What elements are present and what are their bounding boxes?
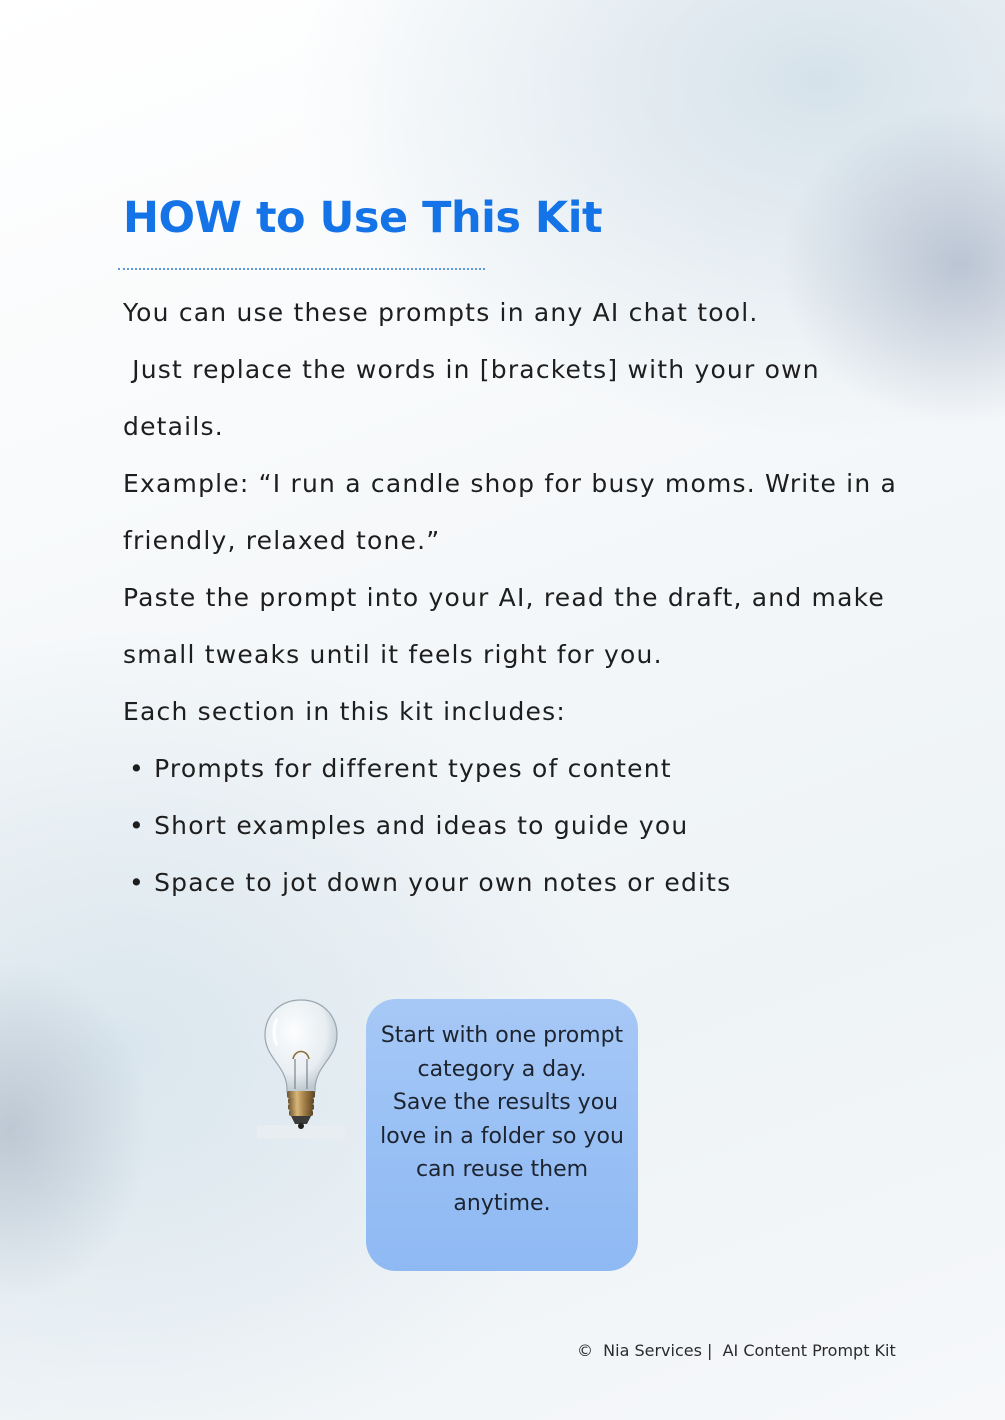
paragraph-paste-prompt: Paste the prompt into your AI, read the draft, and make small tweaks until it feels right for you.	[123, 583, 885, 669]
tip-callout	[366, 999, 638, 1271]
light-bulb-icon	[257, 997, 345, 1139]
paragraph-ai-tools: You can use these prompts in any AI chat tool.	[123, 298, 759, 327]
tip-text-first: Start with one prompt category a day.	[380, 1023, 624, 1082]
paragraph-example: Example: “I run a candle shop for busy moms. Write in a friendly, relaxed tone.”	[123, 469, 898, 555]
page-title: HOW to Use This Kit	[123, 193, 603, 243]
list-item: • Space to jot down your own notes or edits	[129, 868, 732, 897]
paragraph-brackets: Just replace the words in [brackets] with your own details.	[123, 355, 829, 441]
page-footer: © Nia Services | AI Content Prompt Kit	[577, 1341, 896, 1360]
instructions-body	[123, 284, 933, 911]
tip-text-second: Save the results you love in a folder so you can reuse them anytime.	[380, 1090, 631, 1216]
list-item: • Short examples and ideas to guide you	[129, 811, 689, 840]
paragraph-section-intro: Each section in this kit includes:	[123, 697, 566, 726]
list-item: • Prompts for different types of content	[129, 754, 672, 783]
title-divider	[118, 268, 485, 270]
